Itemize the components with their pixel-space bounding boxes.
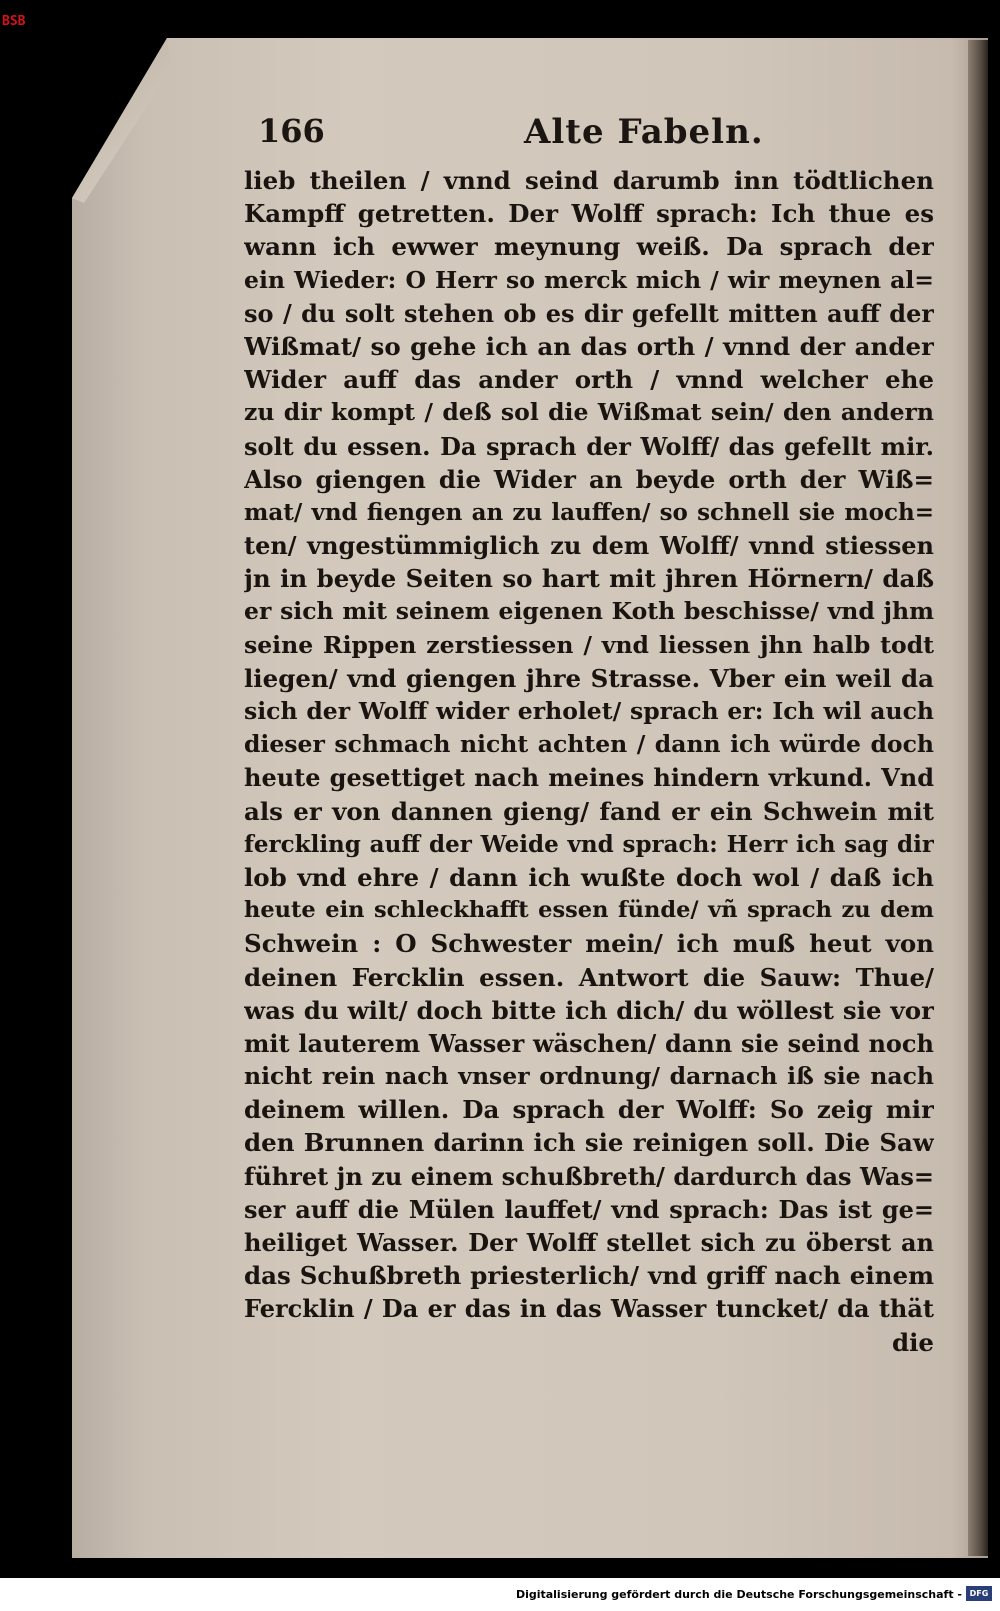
page-edge-shadow bbox=[968, 40, 988, 1556]
text-line: Schwein : O Schwester mein/ ich muß heut von bbox=[244, 929, 934, 959]
text-line: deinen Fercklin essen. Antwort die Sauw: Thue/ bbox=[244, 962, 934, 992]
dfg-logo: DFG bbox=[966, 1586, 992, 1601]
text-line: das Schußbreth priesterlich/ vnd griff nach einem bbox=[244, 1261, 934, 1291]
text-line: heiliget Wasser. Der Wolff stellet sich zu öberst an bbox=[244, 1228, 934, 1257]
text-line: solt du essen. Da sprach der Wolff/ das gefellt mir. bbox=[244, 431, 934, 461]
text-line: dieser schmach nicht achten / dann ich würde doch bbox=[244, 730, 934, 759]
funding-credit: Digitalisierung gefördert durch die Deutsche Forschungsgemeinschaft - bbox=[515, 1588, 962, 1601]
text-line: mat/ vnd fiengen an zu lauffen/ so schnell sie moch= bbox=[244, 498, 934, 526]
page-number: 166 bbox=[258, 112, 325, 150]
text-line: heute gesettiget nach meines hindern vrkund. Vnd bbox=[244, 763, 934, 793]
text-line: mit lauterem Wasser wäschen/ dann sie seind noch bbox=[244, 1028, 934, 1058]
text-line: ten/ vngestümmiglich zu dem Wolff/ vnnd stiessen bbox=[244, 531, 934, 561]
text-line: liegen/ vnd giengen jhre Strasse. Vber ein weil da bbox=[244, 663, 934, 693]
text-line: den Brunnen darinn ich sie reinigen soll. Die Saw bbox=[244, 1128, 934, 1158]
text-line: was du wilt/ doch bitte ich dich/ du wöllest sie vor bbox=[244, 995, 934, 1025]
page-body-text bbox=[244, 164, 934, 1359]
text-line: deinem willen. Da sprach der Wolff: So zeig mir bbox=[244, 1095, 934, 1125]
text-line: als er von dannen gieng/ fand er ein Schwein mit bbox=[244, 796, 934, 826]
catchword: die bbox=[891, 1327, 934, 1357]
text-line: zu dir kompt / deß sol die Wißmat sein/ den andern bbox=[244, 398, 934, 427]
page-header bbox=[258, 112, 958, 162]
text-line: so / du solt stehen ob es dir gefellt mitten auff der bbox=[244, 298, 934, 328]
text-line: ferckling auff der Weide vnd sprach: Herr ich sag dir bbox=[244, 830, 934, 858]
text-line: ser auff die Mülen lauffet/ vnd sprach: Das ist ge= bbox=[244, 1194, 934, 1224]
text-line: Wider auff das ander orth / vnnd welcher ehe bbox=[244, 365, 934, 395]
text-line: Kampff getretten. Der Wolff sprach: Ich thue es bbox=[244, 199, 934, 229]
text-line: seine Rippen zerstiessen / vnd liessen jhn halb todt bbox=[244, 630, 934, 659]
text-line: lieb theilen / vnnd seind darumb inn tödtlichen bbox=[244, 166, 934, 195]
text-line: heute ein schleckhafft essen fünde/ vñ sprach zu dem bbox=[244, 897, 934, 924]
text-line: Fercklin / Da er das in das Wasser tuncket/ da thät bbox=[244, 1294, 934, 1324]
text-line: führet jn zu einem schußbreth/ dardurch das Was= bbox=[244, 1161, 934, 1191]
footer-bar bbox=[0, 1578, 1000, 1611]
text-line: nicht rein nach vnser ordnung/ darnach iß sie nach bbox=[244, 1062, 934, 1091]
text-line: Also giengen die Wider an beyde orth der Wiß= bbox=[244, 464, 934, 494]
text-line: Wißmat/ so gehe ich an das orth / vnnd der ander bbox=[244, 331, 934, 361]
running-title: Alte Fabeln. bbox=[524, 112, 764, 152]
text-line: er sich mit seinem eigenen Koth beschisse/ vnd jhm bbox=[244, 597, 934, 626]
text-line: ein Wieder: O Herr so merck mich / wir meynen al= bbox=[244, 265, 934, 294]
text-line: sich der Wolff wider erholet/ sprach er: Ich wil auch bbox=[244, 697, 934, 725]
library-logo: BSB bbox=[2, 14, 26, 29]
text-line: wann ich ewwer meynung weiß. Da sprach der bbox=[244, 232, 934, 262]
text-line: jn in beyde Seiten so hart mit jhren Hörnern/ daß bbox=[244, 564, 934, 594]
text-line: lob vnd ehre / dann ich wußte doch wol / daß ich bbox=[244, 862, 934, 892]
